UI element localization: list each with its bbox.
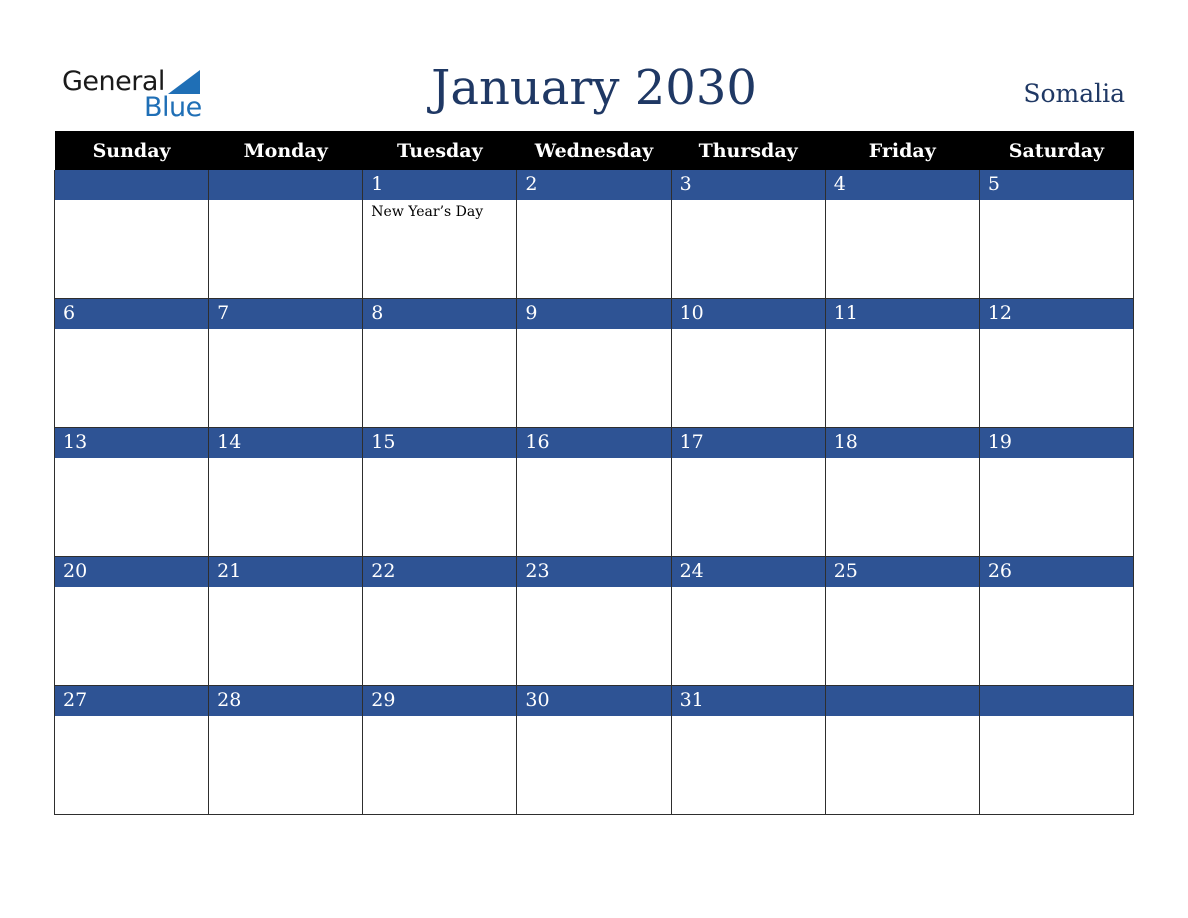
calendar-grid	[54, 131, 1134, 815]
holiday-label	[672, 329, 825, 332]
holiday-label	[980, 200, 1133, 203]
day-number	[209, 170, 362, 200]
day-cell	[363, 170, 517, 299]
holiday-label	[517, 716, 670, 719]
day-number: 30	[517, 686, 670, 716]
day-number: 17	[672, 428, 825, 458]
day-number: 8	[363, 299, 516, 329]
weekday-tuesday: Tuesday	[363, 131, 517, 170]
day-cell	[363, 686, 517, 815]
day-cell	[55, 170, 209, 299]
day-number	[55, 170, 208, 200]
holiday-label	[826, 458, 979, 461]
day-cell	[671, 299, 825, 428]
day-number: 5	[980, 170, 1133, 200]
day-number: 24	[672, 557, 825, 587]
holiday-label	[672, 587, 825, 590]
day-number: 22	[363, 557, 516, 587]
weekday-wednesday: Wednesday	[517, 131, 671, 170]
day-cell	[517, 299, 671, 428]
day-cell	[209, 428, 363, 557]
holiday-label	[55, 716, 208, 719]
holiday-label	[672, 200, 825, 203]
holiday-label	[55, 200, 208, 203]
day-number: 4	[826, 170, 979, 200]
day-number: 9	[517, 299, 670, 329]
weekday-monday: Monday	[209, 131, 363, 170]
holiday-label	[209, 329, 362, 332]
day-cell	[517, 686, 671, 815]
week-row-4	[55, 557, 1134, 686]
day-cell	[825, 557, 979, 686]
holiday-label	[363, 716, 516, 719]
holiday-label	[826, 329, 979, 332]
day-cell	[55, 299, 209, 428]
day-cell	[209, 686, 363, 815]
holiday-label	[980, 458, 1133, 461]
day-cell	[209, 170, 363, 299]
weekday-thursday: Thursday	[671, 131, 825, 170]
holiday-label	[363, 329, 516, 332]
day-number: 16	[517, 428, 670, 458]
holiday-label	[672, 458, 825, 461]
day-number: 20	[55, 557, 208, 587]
holiday-label	[209, 458, 362, 461]
country-label: Somalia	[1023, 79, 1125, 108]
day-cell	[979, 428, 1133, 557]
weekday-friday: Friday	[825, 131, 979, 170]
day-cell	[517, 557, 671, 686]
day-number: 6	[55, 299, 208, 329]
day-number: 28	[209, 686, 362, 716]
day-cell	[363, 428, 517, 557]
day-number: 29	[363, 686, 516, 716]
holiday-label	[363, 458, 516, 461]
day-cell	[825, 299, 979, 428]
holiday-label	[980, 716, 1133, 719]
day-number	[980, 686, 1133, 716]
day-cell	[671, 428, 825, 557]
holiday-label	[517, 200, 670, 203]
week-row-2	[55, 299, 1134, 428]
day-cell	[209, 557, 363, 686]
day-number: 31	[672, 686, 825, 716]
day-number: 13	[55, 428, 208, 458]
day-number: 15	[363, 428, 516, 458]
holiday-label	[517, 458, 670, 461]
day-number: 3	[672, 170, 825, 200]
day-number: 26	[980, 557, 1133, 587]
day-cell	[363, 557, 517, 686]
week-row-1	[55, 170, 1134, 299]
day-number: 12	[980, 299, 1133, 329]
day-cell	[517, 428, 671, 557]
holiday-label	[209, 200, 362, 203]
weekday-header-row	[55, 131, 1134, 170]
weekday-saturday: Saturday	[979, 131, 1133, 170]
day-cell	[979, 557, 1133, 686]
day-number: 11	[826, 299, 979, 329]
holiday-label	[826, 200, 979, 203]
holiday-label	[980, 329, 1133, 332]
holiday-label	[209, 716, 362, 719]
page-title: January 2030	[431, 60, 757, 116]
day-cell	[979, 170, 1133, 299]
week-row-5	[55, 686, 1134, 815]
day-cell	[979, 299, 1133, 428]
day-number: 7	[209, 299, 362, 329]
holiday-label	[55, 587, 208, 590]
day-cell	[517, 170, 671, 299]
weekday-sunday: Sunday	[55, 131, 209, 170]
logo-text-blue: Blue	[144, 92, 202, 123]
holiday-label	[826, 587, 979, 590]
holiday-label	[826, 716, 979, 719]
holiday-label	[363, 587, 516, 590]
day-number: 10	[672, 299, 825, 329]
day-number	[826, 686, 979, 716]
holiday-label	[55, 458, 208, 461]
day-number: 1	[363, 170, 516, 200]
day-number: 18	[826, 428, 979, 458]
day-number: 21	[209, 557, 362, 587]
holiday-label	[517, 587, 670, 590]
day-cell	[55, 428, 209, 557]
day-cell	[671, 557, 825, 686]
day-number: 2	[517, 170, 670, 200]
day-cell	[363, 299, 517, 428]
holiday-label: New Year’s Day	[371, 204, 484, 220]
week-row-3	[55, 428, 1134, 557]
holiday-label	[209, 587, 362, 590]
day-cell	[209, 299, 363, 428]
holiday-label	[672, 716, 825, 719]
day-cell	[825, 686, 979, 815]
holiday-label	[517, 329, 670, 332]
day-cell	[979, 686, 1133, 815]
day-cell	[55, 686, 209, 815]
day-number: 25	[826, 557, 979, 587]
day-cell	[825, 428, 979, 557]
day-number: 14	[209, 428, 362, 458]
day-number: 23	[517, 557, 670, 587]
day-number: 27	[55, 686, 208, 716]
holiday-label	[980, 587, 1133, 590]
holiday-label	[55, 329, 208, 332]
day-cell	[671, 170, 825, 299]
day-cell	[55, 557, 209, 686]
logo-text-general: General	[62, 66, 165, 97]
day-cell	[671, 686, 825, 815]
day-number: 19	[980, 428, 1133, 458]
day-cell	[825, 170, 979, 299]
